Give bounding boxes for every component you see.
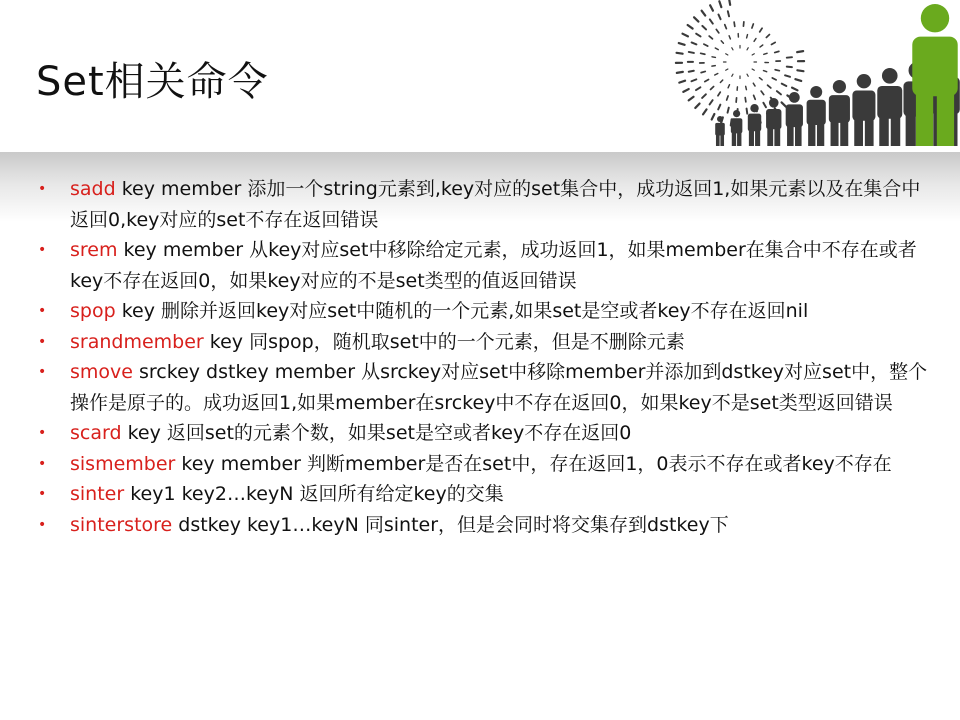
- tiny-figure-icon: [694, 17, 698, 21]
- command-args: key: [115, 300, 155, 322]
- command-name: smove: [70, 361, 133, 383]
- tiny-figure-icon: [702, 94, 706, 98]
- tiny-figure-icon: [771, 42, 775, 44]
- person-figure-icon: [766, 98, 781, 146]
- tiny-figure-icon: [785, 75, 790, 76]
- spiral-rings: [676, 0, 804, 126]
- bullet-icon: •: [38, 455, 47, 472]
- tiny-figure-icon: [797, 51, 803, 52]
- tiny-figure-icon: [759, 78, 762, 80]
- tiny-figure-icon: [689, 52, 694, 53]
- command-args: key member: [117, 239, 244, 261]
- command-description: 判断member是否在set中，存在返回1，0表示不存在或者key不存在: [300, 452, 892, 475]
- tiny-figure-icon: [716, 29, 719, 32]
- command-args: key member: [115, 178, 242, 200]
- tiny-figure-icon: [747, 74, 748, 76]
- person-figure-icon: [807, 86, 826, 146]
- tiny-figure-icon: [760, 28, 762, 32]
- bullet-icon: •: [38, 333, 47, 350]
- tiny-figure-icon: [677, 72, 683, 73]
- tiny-figure-icon: [746, 86, 747, 89]
- list-item: [38, 174, 938, 235]
- tiny-figure-icon: [747, 35, 748, 38]
- tiny-figure-icon: [728, 108, 729, 113]
- tiny-figure-icon: [752, 69, 754, 70]
- bullet-icon: •: [38, 303, 47, 319]
- bullet-icon: •: [38, 242, 47, 258]
- tiny-figure-icon: [682, 34, 687, 37]
- person-figure-icon: [786, 92, 803, 146]
- person-figure-icon: [877, 68, 902, 146]
- tiny-figure-icon: [718, 14, 720, 19]
- command-description: 从key对应set中移除给定元素，成功返回1，如果member在集合中不存在或者key不存在返回0，如果key对应的不是set类型的值返回错误: [70, 239, 917, 292]
- list-item: [38, 479, 938, 510]
- tiny-figure-icon: [728, 11, 729, 16]
- tiny-figure-icon: [679, 43, 685, 45]
- tiny-figure-icon: [752, 54, 754, 55]
- tiny-figure-icon: [715, 48, 718, 50]
- bullet-icon: •: [38, 364, 47, 380]
- command-name: sinterstore: [70, 513, 173, 536]
- tiny-figure-icon: [729, 36, 730, 39]
- person-figure-icon: [715, 116, 725, 146]
- tiny-figure-icon: [695, 104, 699, 108]
- people-spiral-icon: [600, 0, 960, 152]
- tiny-figure-icon: [729, 0, 730, 5]
- tiny-figure-icon: [782, 84, 787, 86]
- tiny-figure-icon: [701, 53, 705, 54]
- tiny-figure-icon: [763, 71, 766, 72]
- tiny-figure-icon: [775, 70, 779, 71]
- tiny-figure-icon: [710, 5, 713, 10]
- tiny-figure-icon: [768, 85, 771, 88]
- tiny-figure-icon: [760, 45, 763, 47]
- tiny-figure-icon: [712, 57, 715, 58]
- tiny-figure-icon: [732, 48, 733, 50]
- command-name: scard: [70, 422, 122, 444]
- tiny-figure-icon: [679, 81, 685, 83]
- command-name: sinter: [70, 483, 125, 505]
- tiny-figure-icon: [747, 48, 748, 50]
- tiny-figure-icon: [701, 71, 705, 72]
- tiny-figure-icon: [677, 53, 683, 54]
- tiny-figure-icon: [691, 79, 696, 81]
- tiny-figure-icon: [705, 80, 709, 82]
- list-item: [38, 327, 938, 358]
- tiny-figure-icon: [747, 109, 748, 114]
- tiny-figure-icon: [719, 1, 721, 7]
- tiny-figure-icon: [752, 24, 753, 28]
- slide-title: Set相关命令: [36, 59, 269, 105]
- list-item: [38, 235, 938, 296]
- command-description: 删除并返回key对应set中随机的一个元素,如果set是空或者key不存在返回nil: [154, 300, 809, 322]
- tiny-figure-icon: [763, 103, 766, 108]
- command-args: key1 key2…keyN: [124, 483, 294, 505]
- command-description: 同spop，随机取set中的一个元素，但是不删除元素: [243, 330, 685, 353]
- tiny-figure-icon: [787, 67, 792, 68]
- bullet-list: [38, 174, 938, 540]
- tiny-figure-icon: [718, 92, 720, 96]
- tiny-figure-icon: [721, 41, 723, 44]
- tiny-figure-icon: [718, 105, 720, 110]
- tiny-figure-icon: [696, 34, 700, 37]
- person-figure-icon: [829, 80, 850, 146]
- tiny-figure-icon: [702, 11, 706, 16]
- bullet-icon: •: [38, 486, 47, 502]
- tiny-figure-icon: [764, 53, 767, 54]
- tiny-figure-icon: [711, 87, 714, 90]
- tiny-figure-icon: [703, 109, 707, 114]
- people-row: [715, 4, 960, 146]
- tiny-figure-icon: [792, 88, 797, 91]
- command-name: srandmember: [70, 330, 204, 353]
- command-args: srckey dstkey member: [132, 361, 356, 383]
- tiny-figure-icon: [728, 85, 729, 88]
- person-figure-icon: [748, 104, 761, 146]
- tiny-figure-icon: [753, 83, 755, 86]
- command-args: key member: [175, 452, 301, 475]
- tiny-figure-icon: [712, 114, 715, 119]
- tiny-figure-icon: [726, 69, 728, 70]
- tiny-figure-icon: [725, 25, 727, 29]
- command-args: key: [203, 330, 244, 353]
- command-description: 从srckey对应set中移除member并添加到dstkey对应set中，整个操作是原子的。成功返回1,如果member在srckey中不存在返回0，如果key不是set类型返回错误: [70, 361, 928, 414]
- tiny-figure-icon: [795, 79, 801, 81]
- list-item: [38, 357, 938, 418]
- tiny-figure-icon: [777, 91, 781, 94]
- list-item: [38, 418, 938, 449]
- tiny-figure-icon: [692, 42, 697, 44]
- list-item: [38, 296, 938, 327]
- tiny-figure-icon: [754, 95, 756, 99]
- tiny-figure-icon: [727, 96, 728, 100]
- tiny-figure-icon: [772, 78, 776, 80]
- tiny-figure-icon: [732, 74, 733, 76]
- person-figure-icon: [731, 110, 743, 146]
- bullet-icon: •: [38, 425, 47, 441]
- tiny-figure-icon: [726, 54, 728, 55]
- tiny-figure-icon: [702, 26, 706, 30]
- command-name: srem: [70, 239, 118, 261]
- tiny-figure-icon: [734, 22, 735, 26]
- tiny-figure-icon: [761, 91, 764, 94]
- tiny-figure-icon: [797, 70, 803, 71]
- tiny-figure-icon: [715, 73, 718, 75]
- tiny-figure-icon: [689, 71, 694, 72]
- command-description: 添加一个string元素到,key对应的set集合中，成功返回1,如果元素以及在集合中返回0,key对应的set不存在返回错误: [70, 178, 921, 231]
- tiny-figure-icon: [745, 98, 746, 102]
- tiny-figure-icon: [709, 36, 712, 39]
- list-item: [38, 449, 938, 480]
- command-description: 返回所有给定key的交集: [293, 483, 504, 505]
- command-description: 返回set的元素个数，如果set是空或者key不存在返回0: [160, 422, 632, 444]
- command-args: dstkey key1…keyN: [172, 513, 359, 536]
- command-args: key: [121, 422, 161, 444]
- bullet-icon: •: [38, 516, 47, 533]
- person-figure-icon: [852, 74, 875, 146]
- tiny-figure-icon: [696, 87, 700, 90]
- bullet-icon: •: [38, 181, 47, 197]
- tiny-figure-icon: [782, 102, 786, 106]
- tiny-figure-icon: [710, 19, 713, 23]
- tiny-figure-icon: [688, 25, 693, 29]
- command-name: spop: [70, 300, 116, 322]
- tiny-figure-icon: [710, 100, 713, 104]
- tiny-figure-icon: [775, 51, 779, 52]
- tiny-figure-icon: [689, 97, 694, 101]
- tiny-figure-icon: [754, 39, 756, 42]
- command-description: 同sinter，但是会同时将交集存到dstkey下: [358, 513, 729, 536]
- tiny-figure-icon: [704, 44, 708, 46]
- tiny-figure-icon: [766, 35, 769, 38]
- list-item: [38, 510, 938, 541]
- tiny-figure-icon: [683, 89, 688, 92]
- tiny-figure-icon: [720, 80, 722, 82]
- command-name: sadd: [70, 178, 116, 200]
- command-name: sismember: [70, 452, 176, 475]
